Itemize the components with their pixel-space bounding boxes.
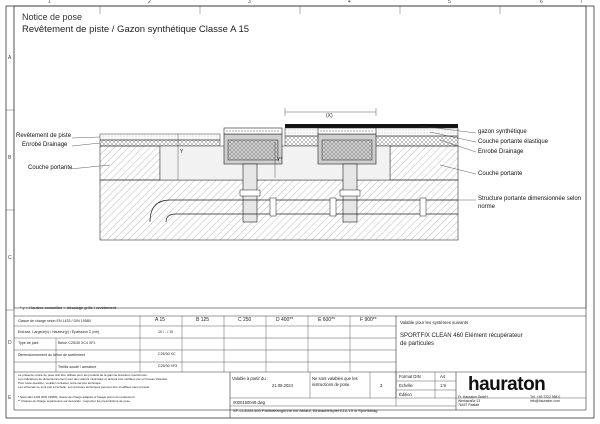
- label-structure-portante: Structure portante dimensionnée selon: [478, 196, 582, 202]
- label-revetement-piste: Revêtement de piste: [16, 133, 72, 139]
- class-e600: E 600**: [318, 317, 335, 323]
- scale-value: 1:9: [440, 383, 446, 388]
- row-label: Type de joint: [18, 341, 39, 345]
- footer-text: SF-CLEAN-460 Partikelfangrinne mit Ablauf, Einbaubeispiel KLA 15 in Sportbelag: [233, 408, 378, 413]
- class-header: Classe de charge selon EN 1433 / DIN 19580: [18, 319, 91, 323]
- class-f900: F 900**: [360, 317, 377, 323]
- row-value: C25/30 XC: [158, 352, 176, 356]
- class-b125: B 125: [196, 317, 210, 323]
- company-address: Werkstraße 13: [458, 399, 481, 403]
- valid-date: 21.08.2024: [272, 383, 293, 388]
- border-number: 3: [248, 0, 251, 5]
- company-email: info@hauraton.com: [530, 399, 560, 403]
- company-address: Fr. Hauraton GmbH: [458, 395, 488, 399]
- dim-y-star: Y*: [277, 157, 283, 163]
- label-norme: norme: [478, 204, 496, 210]
- label-couche-portante-right: Couche portante: [478, 171, 523, 177]
- row-sublabel: Beton C25/30 XC4 XF1: [58, 341, 96, 345]
- validity-note-1: Ne sont valables que les: [312, 376, 358, 381]
- page-number: 3: [380, 383, 383, 388]
- scale-label: Echelle: [399, 383, 413, 388]
- label-enrobe-drainage-left: Enrobé Drainage: [22, 142, 68, 148]
- valid-label: Valable à partir du :: [232, 376, 269, 381]
- dim-x: (X): [326, 113, 333, 119]
- border-number: 4: [348, 0, 351, 5]
- warning-line: ** Classes de charge supérieures sur demande ; respecter les prescriptions de pose.: [18, 399, 131, 403]
- label-enrobe-drainage-right: Enrobé Drainage: [478, 149, 524, 155]
- border-letter: B: [8, 155, 12, 161]
- row-sublabel: Treillis soudé / armature: [58, 365, 97, 369]
- systems-label: Valable pour les systèmes suivants :: [400, 320, 471, 325]
- border-number: 1: [48, 0, 51, 5]
- footnote: * y = Hauteur conseillée = décalage grille / revêtement: [20, 305, 117, 310]
- row-label: Dimensionnement du béton de scellement: [18, 353, 86, 357]
- format-value: A4: [440, 374, 446, 379]
- row-value: C25/30 XF3: [158, 364, 178, 368]
- row-label: Entraxe, Largeur(x) / Hauteur(y) / Épaisseur Z (cm): [18, 330, 100, 334]
- company-phone: Tél. +49 7222 958 0: [530, 395, 561, 399]
- disclaimer-line: La présente notice de pose doit être utilisée pour les produits de la gamme Hauraton mentionnés.: [18, 373, 148, 377]
- row-value: 10 / - / 10: [158, 330, 174, 334]
- label-couche-elastique: Couche portante élastique: [478, 139, 549, 145]
- class-c250: C 250: [238, 317, 252, 323]
- border-letter: A: [8, 55, 12, 61]
- border-letter: E: [8, 395, 12, 401]
- page-title: Notice de pose: [22, 12, 83, 22]
- class-a15: A 15: [155, 317, 166, 323]
- border-number: 6: [540, 0, 543, 5]
- disclaimer-line: Les schémas ne sont pas à l'échelle. Les données techniques peuvent être modifiées sans préavis.: [18, 385, 150, 389]
- border-number: 7: [580, 0, 583, 5]
- label-couche-portante-left: Couche portante: [28, 165, 73, 171]
- border-number: 5: [448, 0, 451, 5]
- company-logo-text: hauraton: [468, 374, 546, 395]
- disclaimer-line: Pour toute question, veuillez contacter notre service technique.: [18, 381, 102, 385]
- dim-y: Y: [180, 149, 184, 155]
- border-letter: C: [8, 255, 12, 261]
- label-gazon: gazon synthétique: [478, 129, 527, 135]
- validity-note-2: instructions de pose.: [312, 382, 351, 387]
- product-line-1: SPORTFIX CLEAN 460 Elément récupérateur: [400, 333, 523, 339]
- disclaimer-line: Les indications de dimensionnement sont des valeurs minimales et doivent être vérifiées par un bureau d'études.: [18, 377, 168, 381]
- border-number: 2: [148, 0, 151, 5]
- page-subtitle: Revêtement de piste / Gazon synthétique Classe A 15: [22, 24, 250, 35]
- hauraton-logo: [468, 374, 545, 396]
- edition-label: Édition: [399, 392, 412, 397]
- class-d400: D 400**: [276, 317, 294, 323]
- product-line-2: de particules: [400, 341, 435, 347]
- file-name: 0000150049.dwg: [233, 400, 266, 405]
- format-label: Format DIN: [399, 374, 421, 379]
- warning-line: * Selon EN 1433 (DIN 19580), classe de charge adaptée à l'usage prévu du revêtement.: [18, 395, 136, 399]
- company-address: 76437 Rastatt: [458, 403, 480, 407]
- border-letter: D: [8, 340, 12, 346]
